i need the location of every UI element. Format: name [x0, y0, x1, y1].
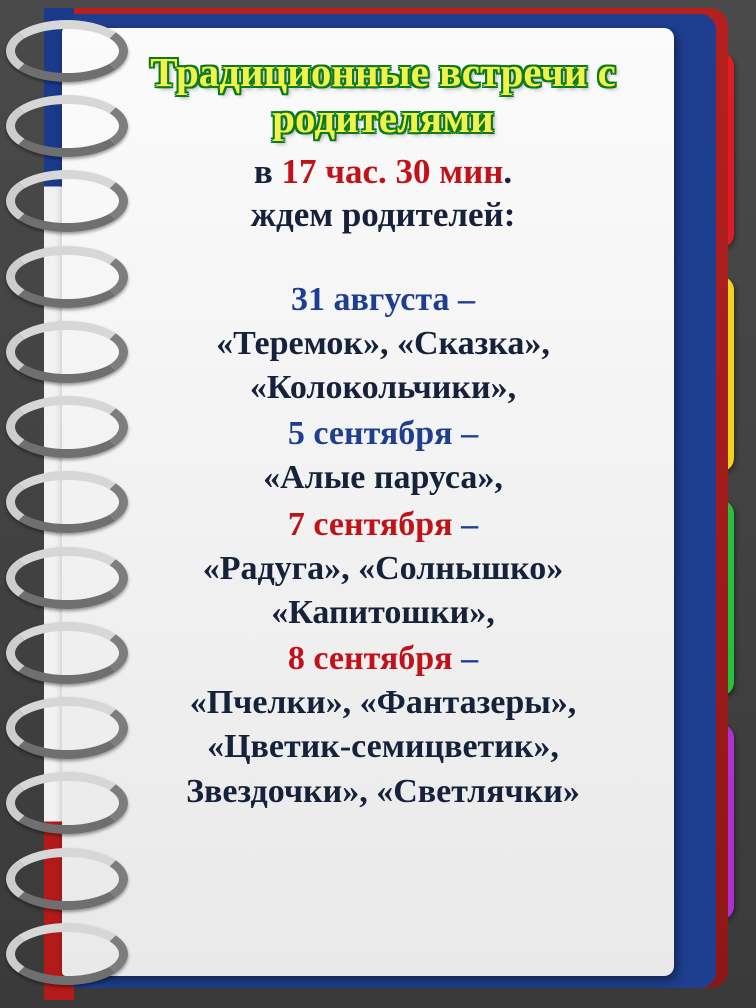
spiral-ring: [6, 923, 128, 985]
spiral-ring: [6, 170, 128, 232]
schedule-date-3-dash: –: [461, 505, 479, 543]
time-value: 17 час. 30 мин: [281, 151, 504, 191]
schedule-date-2-dash: –: [461, 415, 479, 453]
meeting-time-line: [106, 150, 660, 194]
schedule-groups-1b: «Колокольчики»,: [249, 368, 517, 406]
schedule-groups-4c: Звездочки», «Светлячки»: [186, 772, 580, 810]
time-suffix: .: [503, 151, 513, 191]
schedule-entry-4: [106, 637, 660, 814]
schedule-date-1: [106, 278, 660, 322]
await-line: ждем родителей:: [250, 194, 516, 234]
schedule-date-4: [106, 637, 660, 681]
schedule-date-1-text: 31 августа: [291, 280, 450, 318]
spiral-ring: [6, 246, 128, 308]
spiral-ring: [6, 547, 128, 609]
spiral-binding: [2, 16, 122, 994]
schedule-date-3: [106, 503, 660, 547]
spiral-ring: [6, 20, 128, 82]
schedule-date-2: [106, 412, 660, 456]
schedule-groups-1a: «Теремок», «Сказка»,: [216, 324, 550, 362]
spiral-ring: [6, 848, 128, 910]
spiral-ring: [6, 697, 128, 759]
spiral-ring: [6, 95, 128, 157]
schedule-groups-3b: «Капитошки»,: [271, 593, 495, 631]
schedule-entry-3: [106, 503, 660, 636]
schedule-groups-2a: «Алые паруса»,: [263, 459, 503, 497]
schedule-groups-4b: «Цветик-семицветик»,: [207, 728, 559, 766]
schedule-date-4-text: 8 сентября: [287, 640, 453, 678]
spiral-ring: [6, 396, 128, 458]
schedule-date-1-dash: –: [457, 280, 475, 318]
spiral-ring: [6, 471, 128, 533]
schedule-list: [106, 278, 660, 814]
schedule-date-4-dash: –: [461, 640, 479, 678]
spiral-ring: [6, 622, 128, 684]
page-title: Традиционные встречи с родителями: [150, 49, 616, 141]
schedule-date-3-text: 7 сентября: [287, 505, 453, 543]
notebook-page: [62, 28, 674, 976]
spiral-ring: [6, 321, 128, 383]
time-prefix: в: [253, 151, 273, 191]
schedule-entry-1: [106, 278, 660, 411]
schedule-date-2-text: 5 сентября: [287, 415, 453, 453]
schedule-entry-2: [106, 412, 660, 500]
spiral-ring: [6, 772, 128, 834]
schedule-groups-4a: «Пчелки», «Фантазеры»,: [189, 684, 577, 722]
schedule-groups-3a: «Радуга», «Солнышко»: [202, 549, 564, 587]
